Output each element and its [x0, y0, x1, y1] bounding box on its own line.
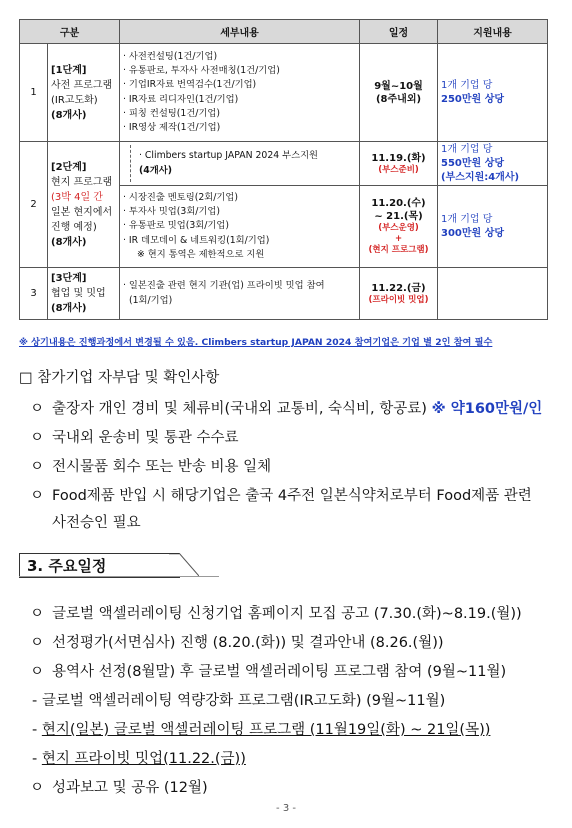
detail-line: · 기업IR자료 번역검수(1건/기업)	[123, 79, 257, 91]
stage-title: [1단계]	[51, 64, 87, 76]
cost-item	[30, 455, 271, 476]
stage-title: [2단계]	[51, 161, 87, 173]
details-cell	[120, 186, 360, 268]
detail-line: · 유통판로, 투자사 사전매칭(1건/기업)	[123, 65, 280, 77]
support-line: 1개 기업 당	[441, 143, 493, 155]
schedule-item	[30, 602, 522, 623]
cost-item-continued: 사전승인 필요	[52, 515, 141, 531]
schedule-sub: (8주내외)	[375, 93, 422, 105]
detail-note: ※ 현지 통역은 제한적으로 지원	[137, 248, 265, 260]
cost-text: 전시물품 회수 또는 반송 비용 일체	[52, 459, 272, 475]
support-amount: 250만원 상당	[441, 93, 505, 105]
bullet: ㅇ	[30, 635, 45, 651]
schedule-text: 현지(일본) 글로벌 액셀러레이팅 프로그램 (11월19일(화) ~ 21일(목))	[41, 722, 491, 738]
detail-line: (1회/기업)	[129, 294, 173, 306]
schedule-sub: (부스준비)	[378, 164, 419, 175]
support-amount: 300만원 상당	[441, 227, 505, 239]
program-table	[19, 19, 548, 320]
details-cell	[120, 268, 360, 320]
stage-count: (8개사)	[51, 303, 87, 314]
stage-name: 현지 프로그램	[51, 176, 113, 188]
bullet: ㅇ	[30, 459, 45, 475]
cost-text: 국내외 운송비 및 통관 수수료	[52, 430, 239, 446]
stage-cell	[48, 44, 120, 142]
heading-slant	[169, 553, 199, 577]
header-details: 세부내용	[120, 20, 360, 44]
header-support: 지원내용	[438, 20, 548, 44]
stage-cell	[48, 142, 120, 268]
support-booth: (부스지원:4개사)	[441, 171, 520, 183]
row-number: 3	[20, 268, 48, 320]
support-amount: 550만원 상당	[441, 157, 505, 169]
bullet: ㅇ	[30, 488, 45, 504]
cost-text: Food제품 반입 시 해당기업은 출국 4주전 일본식약처로부터 Food제품 관련	[52, 488, 532, 504]
heading-underline	[19, 576, 219, 577]
schedule-cell	[360, 142, 438, 186]
row-number: 1	[20, 44, 48, 142]
support-cell	[438, 44, 548, 142]
schedule-item	[30, 631, 444, 652]
schedule-text: 11.19.(화)	[371, 152, 426, 164]
details-cell	[120, 44, 360, 142]
costs-heading: □ 참가기업 자부담 및 확인사항	[19, 370, 220, 386]
table-row-stage1	[20, 44, 548, 142]
support-cell	[438, 186, 548, 268]
detail-count: (4개사)	[139, 164, 172, 176]
bullet: ㅇ	[30, 606, 45, 622]
page-number: - 3 -	[276, 803, 296, 814]
dash: -	[32, 722, 38, 738]
schedule-sub: (프라이빗 밋업)	[368, 294, 429, 305]
header-category: 구분	[20, 20, 120, 44]
stage-title: [3단계]	[51, 273, 87, 284]
cost-text: 출장자 개인 경비 및 체류비(국내외 교통비, 숙식비, 항공료)	[52, 401, 427, 417]
schedule-text: 11.22.(금)	[371, 282, 426, 294]
stage-duration: (3박 4일 간	[51, 191, 103, 203]
schedule-item	[30, 776, 208, 797]
detail-line: · 시장진출 멘토링(2회/기업)	[123, 191, 238, 203]
detail-line: · 피칭 컨설팅(1건/기업)	[123, 107, 221, 119]
support-cell	[438, 142, 548, 186]
bullet: ㅇ	[30, 780, 45, 796]
table-header-row	[20, 20, 548, 44]
support-line: 1개 기업 당	[441, 79, 493, 91]
detail-line: · IR 데모데이 & 네트워킹(1회/기업)	[123, 234, 270, 246]
schedule-text: 현지 프라이빗 밋업(11.22.(금))	[41, 751, 246, 767]
table-row-stage2-booth	[20, 142, 548, 186]
schedule-text: 성과보고 및 공유 (12월)	[52, 780, 208, 796]
schedule-cell	[360, 44, 438, 142]
detail-line: · 유통판로 밋업(3회/기업)	[123, 220, 230, 232]
section-title: 3. 주요일정	[27, 557, 107, 575]
cost-item	[30, 397, 542, 418]
row-number: 2	[20, 142, 48, 268]
table-note: ※ 상기내용은 진행과정에서 변경될 수 있음. Climbers startup JAPAN 2024 참여기업은 기업 별 2인 참여 필수	[19, 337, 493, 348]
table-row-stage3	[20, 268, 548, 320]
schedule-plus: +	[394, 234, 403, 244]
stage-cell	[48, 268, 120, 320]
schedule-item	[30, 660, 506, 681]
bullet: ㅇ	[30, 664, 45, 680]
booth-detail	[130, 145, 359, 181]
cost-highlight: ※ 약160만원/인	[431, 401, 543, 417]
schedule-text: 글로벌 액셀러레이팅 신청기업 홈페이지 모집 공고 (7.30.(화)~8.19.(월))	[52, 606, 522, 622]
schedule-text: 11.20.(수)	[371, 198, 426, 209]
cost-item	[30, 426, 239, 447]
support-line: 1개 기업 당	[441, 213, 493, 225]
details-cell	[120, 142, 360, 186]
stage-name: 협업 및 밋업	[51, 288, 106, 299]
stage-count: (8개사)	[51, 236, 87, 248]
stage-count: (8개사)	[51, 109, 87, 121]
detail-line: · IR영상 제작(1건/기업)	[123, 121, 221, 133]
stage-plan: 진행 예정)	[51, 221, 97, 233]
support-cell	[438, 268, 548, 320]
stage-name: 사전 프로그램	[51, 79, 113, 91]
cost-item	[30, 484, 532, 505]
schedule-text: 용역사 선정(8월말) 후 글로벌 액셀러레이팅 프로그램 참여 (9월~11월)	[52, 664, 507, 680]
schedule-sub: (현지 프로그램)	[368, 245, 429, 255]
detail-line: · IR자료 리디자인(1건/기업)	[123, 93, 239, 105]
schedule-cell	[360, 186, 438, 268]
bullet: ㅇ	[30, 401, 45, 417]
schedule-subitem	[32, 689, 445, 710]
detail-line: · Climbers startup JAPAN 2024 부스지원	[139, 150, 319, 162]
schedule-sub: (부스운영)	[378, 223, 419, 233]
detail-line: · 사전컨설팅(1건/기업)	[123, 50, 218, 62]
bullet: ㅇ	[30, 430, 45, 446]
schedule-text: 글로벌 액셀러레이팅 역량강화 프로그램(IR고도화) (9월~11월)	[41, 693, 446, 709]
schedule-text: 9월~10월	[374, 80, 423, 92]
schedule-text: 선정평가(서면심사) 진행 (8.20.(화)) 및 결과안내 (8.26.(월))	[52, 635, 444, 651]
stage-sub: (IR고도화)	[51, 94, 98, 106]
detail-line: · 투자사 밋업(3회/기업)	[123, 206, 221, 218]
dash: -	[32, 751, 38, 767]
detail-line: · 일본진출 관련 현지 기관(업) 프라이빗 밋업 참여	[123, 280, 325, 292]
header-schedule: 일정	[360, 20, 438, 44]
dash: -	[32, 693, 38, 709]
schedule-text: ~ 21.(목)	[374, 211, 423, 222]
schedule-subitem	[32, 718, 490, 739]
schedule-subitem	[32, 747, 246, 768]
stage-location: 일본 현지에서	[51, 206, 113, 218]
schedule-cell	[360, 268, 438, 320]
section-heading	[19, 553, 199, 577]
